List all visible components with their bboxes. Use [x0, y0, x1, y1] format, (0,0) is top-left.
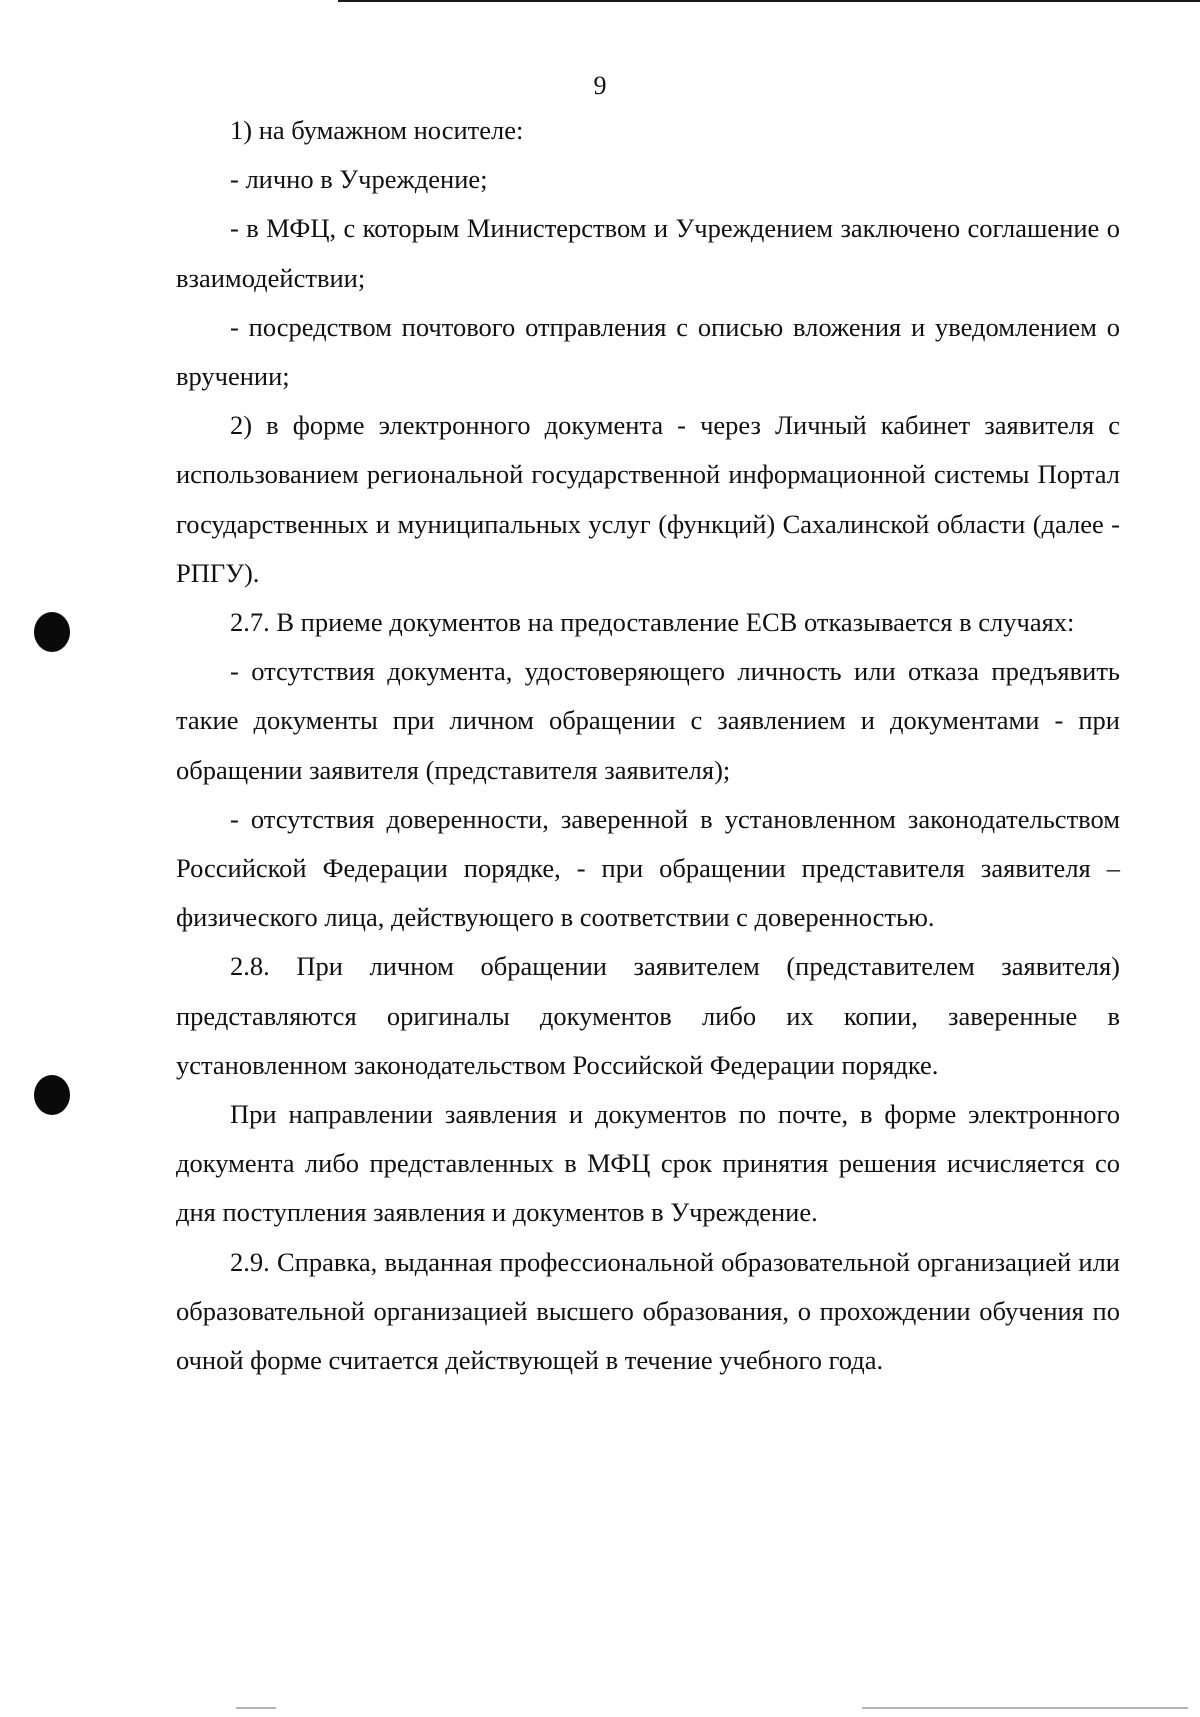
bottom-scan-line: [236, 1707, 276, 1709]
top-border-line: [338, 0, 1200, 2]
paragraph-2-9: 2.9. Справка, выданная профессиональной образовательной организацией или образовательной организацией высшего образования, о прохождении обучения по очной форме считается действующей в течение учебного года.: [176, 1246, 1120, 1376]
paragraph-mfc: - в МФЦ, с которым Министерством и Учреждением заключено соглашение о взаимодействии;: [176, 213, 1120, 293]
paragraph-no-identity: - отсутствия документа, удостоверяющего личность или отказа предъявить такие документы при личном обращении с заявлением и документами - при обращении заявителя (представителя заявителя);: [176, 656, 1120, 785]
bottom-scan-line: [862, 1707, 1188, 1709]
paragraph-in-person: - лично в Учреждение;: [230, 164, 488, 195]
paragraph-2-7: 2.7. В приеме документов на предоставление ЕСВ отказывается в случаях:: [230, 607, 1075, 638]
page-number: 9: [593, 71, 607, 100]
paragraph-electronic: 2) в форме электронного документа - через Личный кабинет заявителя с использованием региональной государственной информационной системы Портал государственных и муниципальных услуг (функций) Сахалинской области (далее - РПГУ).: [176, 410, 1120, 588]
paragraph-2-8: 2.8. При личном обращении заявителем (представителем заявителя) представляются оригиналы документов либо их копии, заверенные в установленном законодательством Российской Федерации порядке.: [176, 951, 1120, 1080]
punch-hole-mark: [34, 612, 70, 652]
paragraph-postal: - посредством почтового отправления с описью вложения и уведомлением о вручении;: [176, 311, 1120, 392]
document-body: [176, 106, 1120, 1385]
paragraph-paper-form: 1) на бумажном носителе:: [230, 115, 524, 145]
paragraph-mail-submission: При направлении заявления и документов по почте, в форме электронного документа либо представленных в МФЦ срок принятия решения исчисляется со дня поступления заявления и документов в Учреждение.: [176, 1099, 1120, 1228]
punch-hole-mark: [34, 1075, 70, 1115]
paragraph-no-power-of-attorney: - отсутствия доверенности, заверенной в установленном законодательством Российской Федерации порядке, - при обращении представителя заявителя – физического лица, действующего в соответствии с доверенностью.: [176, 803, 1120, 933]
